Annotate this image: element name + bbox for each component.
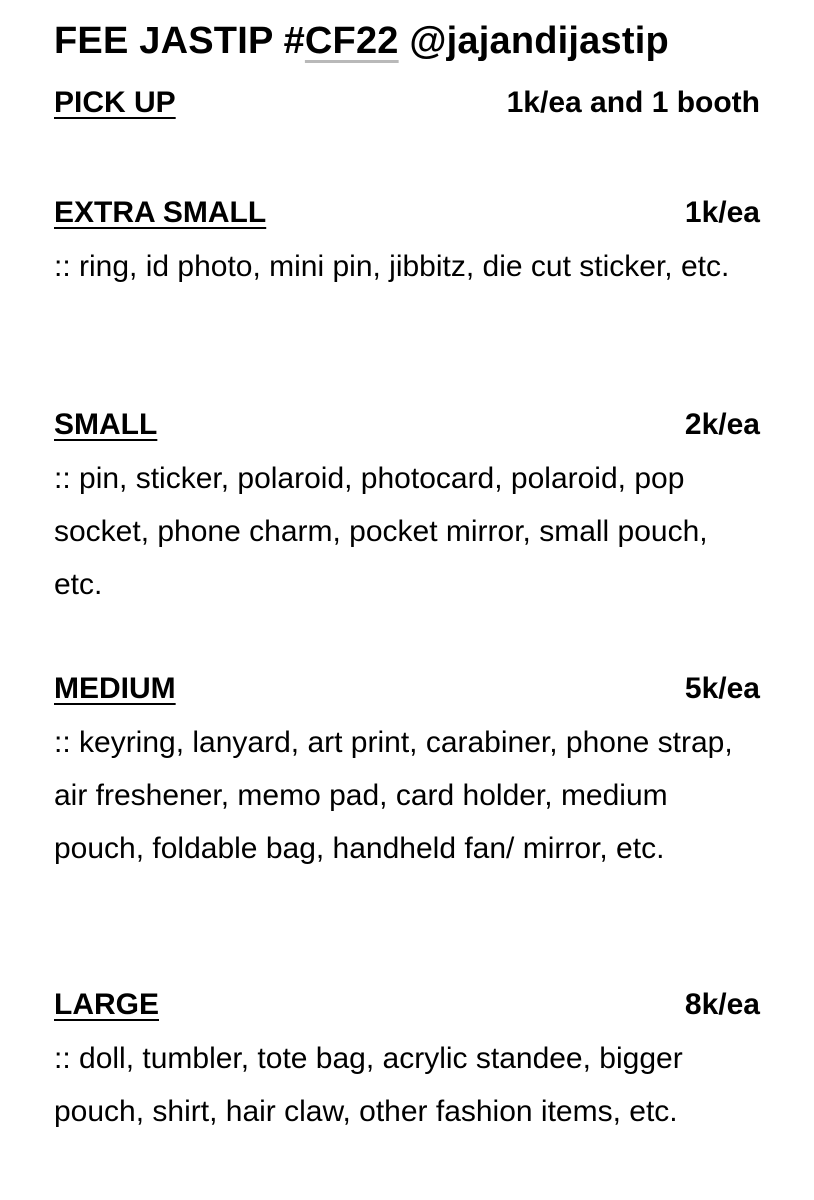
category-items-extra-small: :: ring, id photo, mini pin, jibbitz, die cut sticker, etc. (54, 250, 730, 283)
category-price: 5k/ea (684, 672, 760, 705)
pickup-label: PICK UP (54, 86, 176, 119)
category-name: LARGE (54, 988, 159, 1021)
pickup-row (54, 86, 760, 120)
category-header-small (54, 408, 760, 442)
category-price: 1k/ea (684, 196, 760, 229)
category-name: EXTRA SMALL (54, 196, 267, 229)
category-name: MEDIUM (54, 672, 176, 705)
category-header-extra-small (54, 196, 760, 230)
category-name: SMALL (54, 408, 158, 441)
title-handle: @jajandijastip (398, 20, 669, 62)
pickup-price: 1k/ea and 1 booth (506, 86, 760, 119)
category-items-large: :: doll, tumbler, tote bag, acrylic standee, bigger pouch, shirt, hair claw, other fashion items, etc. (54, 1042, 683, 1128)
hashtag-link[interactable]: CF22 (304, 20, 399, 62)
title-prefix: FEE JASTIP # (54, 20, 305, 62)
category-price: 8k/ea (684, 988, 760, 1021)
category-items-medium: :: keyring, lanyard, art print, carabiner, phone strap, air freshener, memo pad, card holder, medium pouch, foldable bag, handheld fan/ mirror, etc. (54, 726, 733, 865)
page-title (54, 20, 669, 63)
category-header-medium (54, 672, 760, 706)
category-items-small: :: pin, sticker, polaroid, photocard, polaroid, pop socket, phone charm, pocket mirror, small pouch, etc. (54, 462, 708, 601)
category-price: 2k/ea (684, 408, 760, 441)
category-header-large (54, 988, 760, 1022)
